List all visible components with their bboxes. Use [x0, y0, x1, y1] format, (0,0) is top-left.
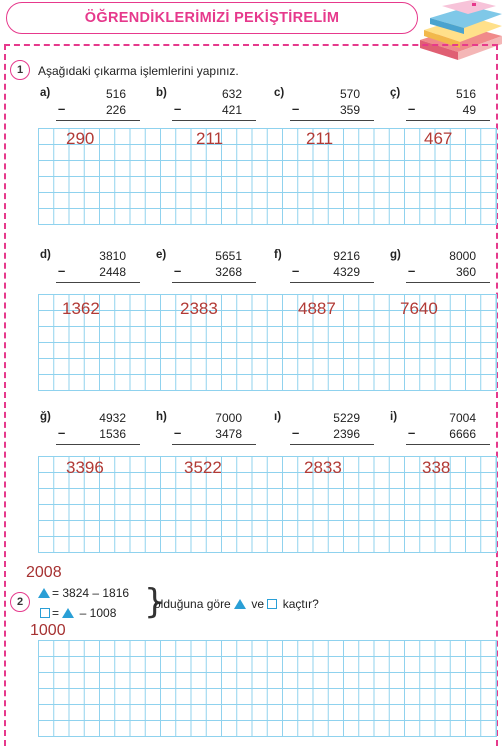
minus-sign: –	[292, 263, 300, 278]
result-line	[406, 282, 490, 283]
problem-a	[40, 84, 140, 124]
minus-sign: –	[292, 101, 300, 116]
problem-label: d)	[40, 249, 51, 261]
equation-square-text: =	[52, 606, 63, 620]
question-2-text-after: kaçtır?	[279, 597, 319, 611]
subtrahend: 2448	[99, 265, 126, 279]
handwritten-answer: 2833	[304, 458, 342, 477]
question-2-text-mid: ve	[248, 597, 268, 611]
handwritten-answer: 338	[422, 458, 451, 477]
problem-e	[156, 246, 256, 286]
handwritten-answer: 467	[424, 129, 453, 148]
result-line	[290, 444, 374, 445]
equation-square-tail: – 1008	[76, 606, 117, 620]
problem-label: ğ)	[40, 411, 51, 423]
section-title-banner	[6, 2, 418, 34]
subtrahend: 4329	[333, 265, 360, 279]
equation-square	[40, 606, 116, 620]
problem-i	[390, 408, 490, 448]
problem-g-breve	[40, 408, 140, 448]
result-line	[172, 120, 256, 121]
minuend: 7000	[215, 411, 242, 425]
answer-grid-question-2	[38, 640, 497, 737]
subtrahend: 226	[105, 103, 126, 117]
problem-label: b)	[156, 87, 167, 99]
problem-dotless-i	[274, 408, 374, 448]
minus-sign: –	[408, 425, 416, 440]
subtrahend: 360	[455, 265, 476, 279]
handwritten-answer: 211	[306, 129, 334, 148]
handwritten-answer: 7640	[400, 299, 438, 318]
result-line	[406, 120, 490, 121]
square-icon	[267, 599, 277, 609]
question-number: 1	[10, 60, 30, 80]
result-line	[56, 120, 140, 121]
handwritten-answer-triangle: 2008	[26, 564, 62, 581]
handwritten-answer: 2383	[180, 299, 218, 318]
problem-label: ı)	[274, 411, 282, 423]
minuend: 516	[105, 87, 126, 101]
subtrahend: 3268	[215, 265, 242, 279]
section-title: ÖĞRENDİKLERİMİZİ PEKİŞTİRELİM	[84, 10, 340, 26]
curly-brace: }	[144, 582, 166, 622]
result-line	[406, 444, 490, 445]
minuend: 516	[455, 87, 476, 101]
problem-label: a)	[40, 87, 51, 99]
triangle-icon	[234, 599, 246, 609]
subtrahend: 49	[462, 103, 476, 117]
problem-label: g)	[390, 249, 401, 261]
handwritten-answer: 3522	[184, 458, 222, 477]
result-line	[56, 444, 140, 445]
subtrahend: 359	[339, 103, 360, 117]
minuend: 632	[221, 87, 242, 101]
minus-sign: –	[408, 263, 416, 278]
problem-label: c)	[274, 87, 285, 99]
handwritten-answer: 290	[66, 129, 95, 148]
minus-sign: –	[174, 101, 182, 116]
problem-c	[274, 84, 374, 124]
problem-label: i)	[390, 411, 398, 423]
question-2-text-before: olduğuna göre	[154, 597, 235, 611]
handwritten-answer: 4887	[298, 299, 336, 318]
minuend: 3810	[99, 249, 126, 263]
result-line	[56, 282, 140, 283]
problem-d	[40, 246, 140, 286]
minuend: 7004	[449, 411, 476, 425]
minus-sign: –	[292, 425, 300, 440]
result-line	[172, 282, 256, 283]
minus-sign: –	[408, 101, 416, 116]
problem-c-cedilla	[390, 84, 490, 124]
problem-f	[274, 246, 374, 286]
minuend: 4932	[99, 411, 126, 425]
minus-sign: –	[58, 101, 66, 116]
minus-sign: –	[174, 425, 182, 440]
result-line	[290, 120, 374, 121]
minuend: 5651	[215, 249, 242, 263]
triangle-icon	[38, 588, 50, 598]
problem-b	[156, 84, 256, 124]
square-icon	[40, 608, 50, 618]
handwritten-answer-square: 1000	[30, 622, 66, 639]
problem-g	[390, 246, 490, 286]
subtrahend: 421	[221, 103, 242, 117]
equation-triangle-text: = 3824 – 1816	[52, 586, 130, 600]
result-line	[290, 282, 374, 283]
problem-label: f)	[274, 249, 282, 261]
minus-sign: –	[174, 263, 182, 278]
minuend: 5229	[333, 411, 360, 425]
minuend: 8000	[449, 249, 476, 263]
minuend: 570	[339, 87, 360, 101]
handwritten-answer: 1362	[62, 299, 100, 318]
question-instruction: Aşağıdaki çıkarma işlemlerini yapınız.	[38, 64, 239, 78]
subtrahend: 3478	[215, 427, 242, 441]
question-2-text	[154, 597, 319, 611]
equation-triangle	[38, 586, 129, 600]
handwritten-answer: 211	[196, 129, 224, 148]
result-line	[172, 444, 256, 445]
problem-label: e)	[156, 249, 167, 261]
question-number: 2	[10, 592, 30, 612]
minuend: 9216	[333, 249, 360, 263]
problem-h	[156, 408, 256, 448]
problem-label: ç)	[390, 87, 401, 99]
subtrahend: 1536	[99, 427, 126, 441]
handwritten-answer: 3396	[66, 458, 104, 477]
problem-label: h)	[156, 411, 167, 423]
subtrahend: 2396	[333, 427, 360, 441]
triangle-icon	[62, 608, 74, 618]
subtrahend: 6666	[449, 427, 476, 441]
minus-sign: –	[58, 263, 66, 278]
minus-sign: –	[58, 425, 66, 440]
